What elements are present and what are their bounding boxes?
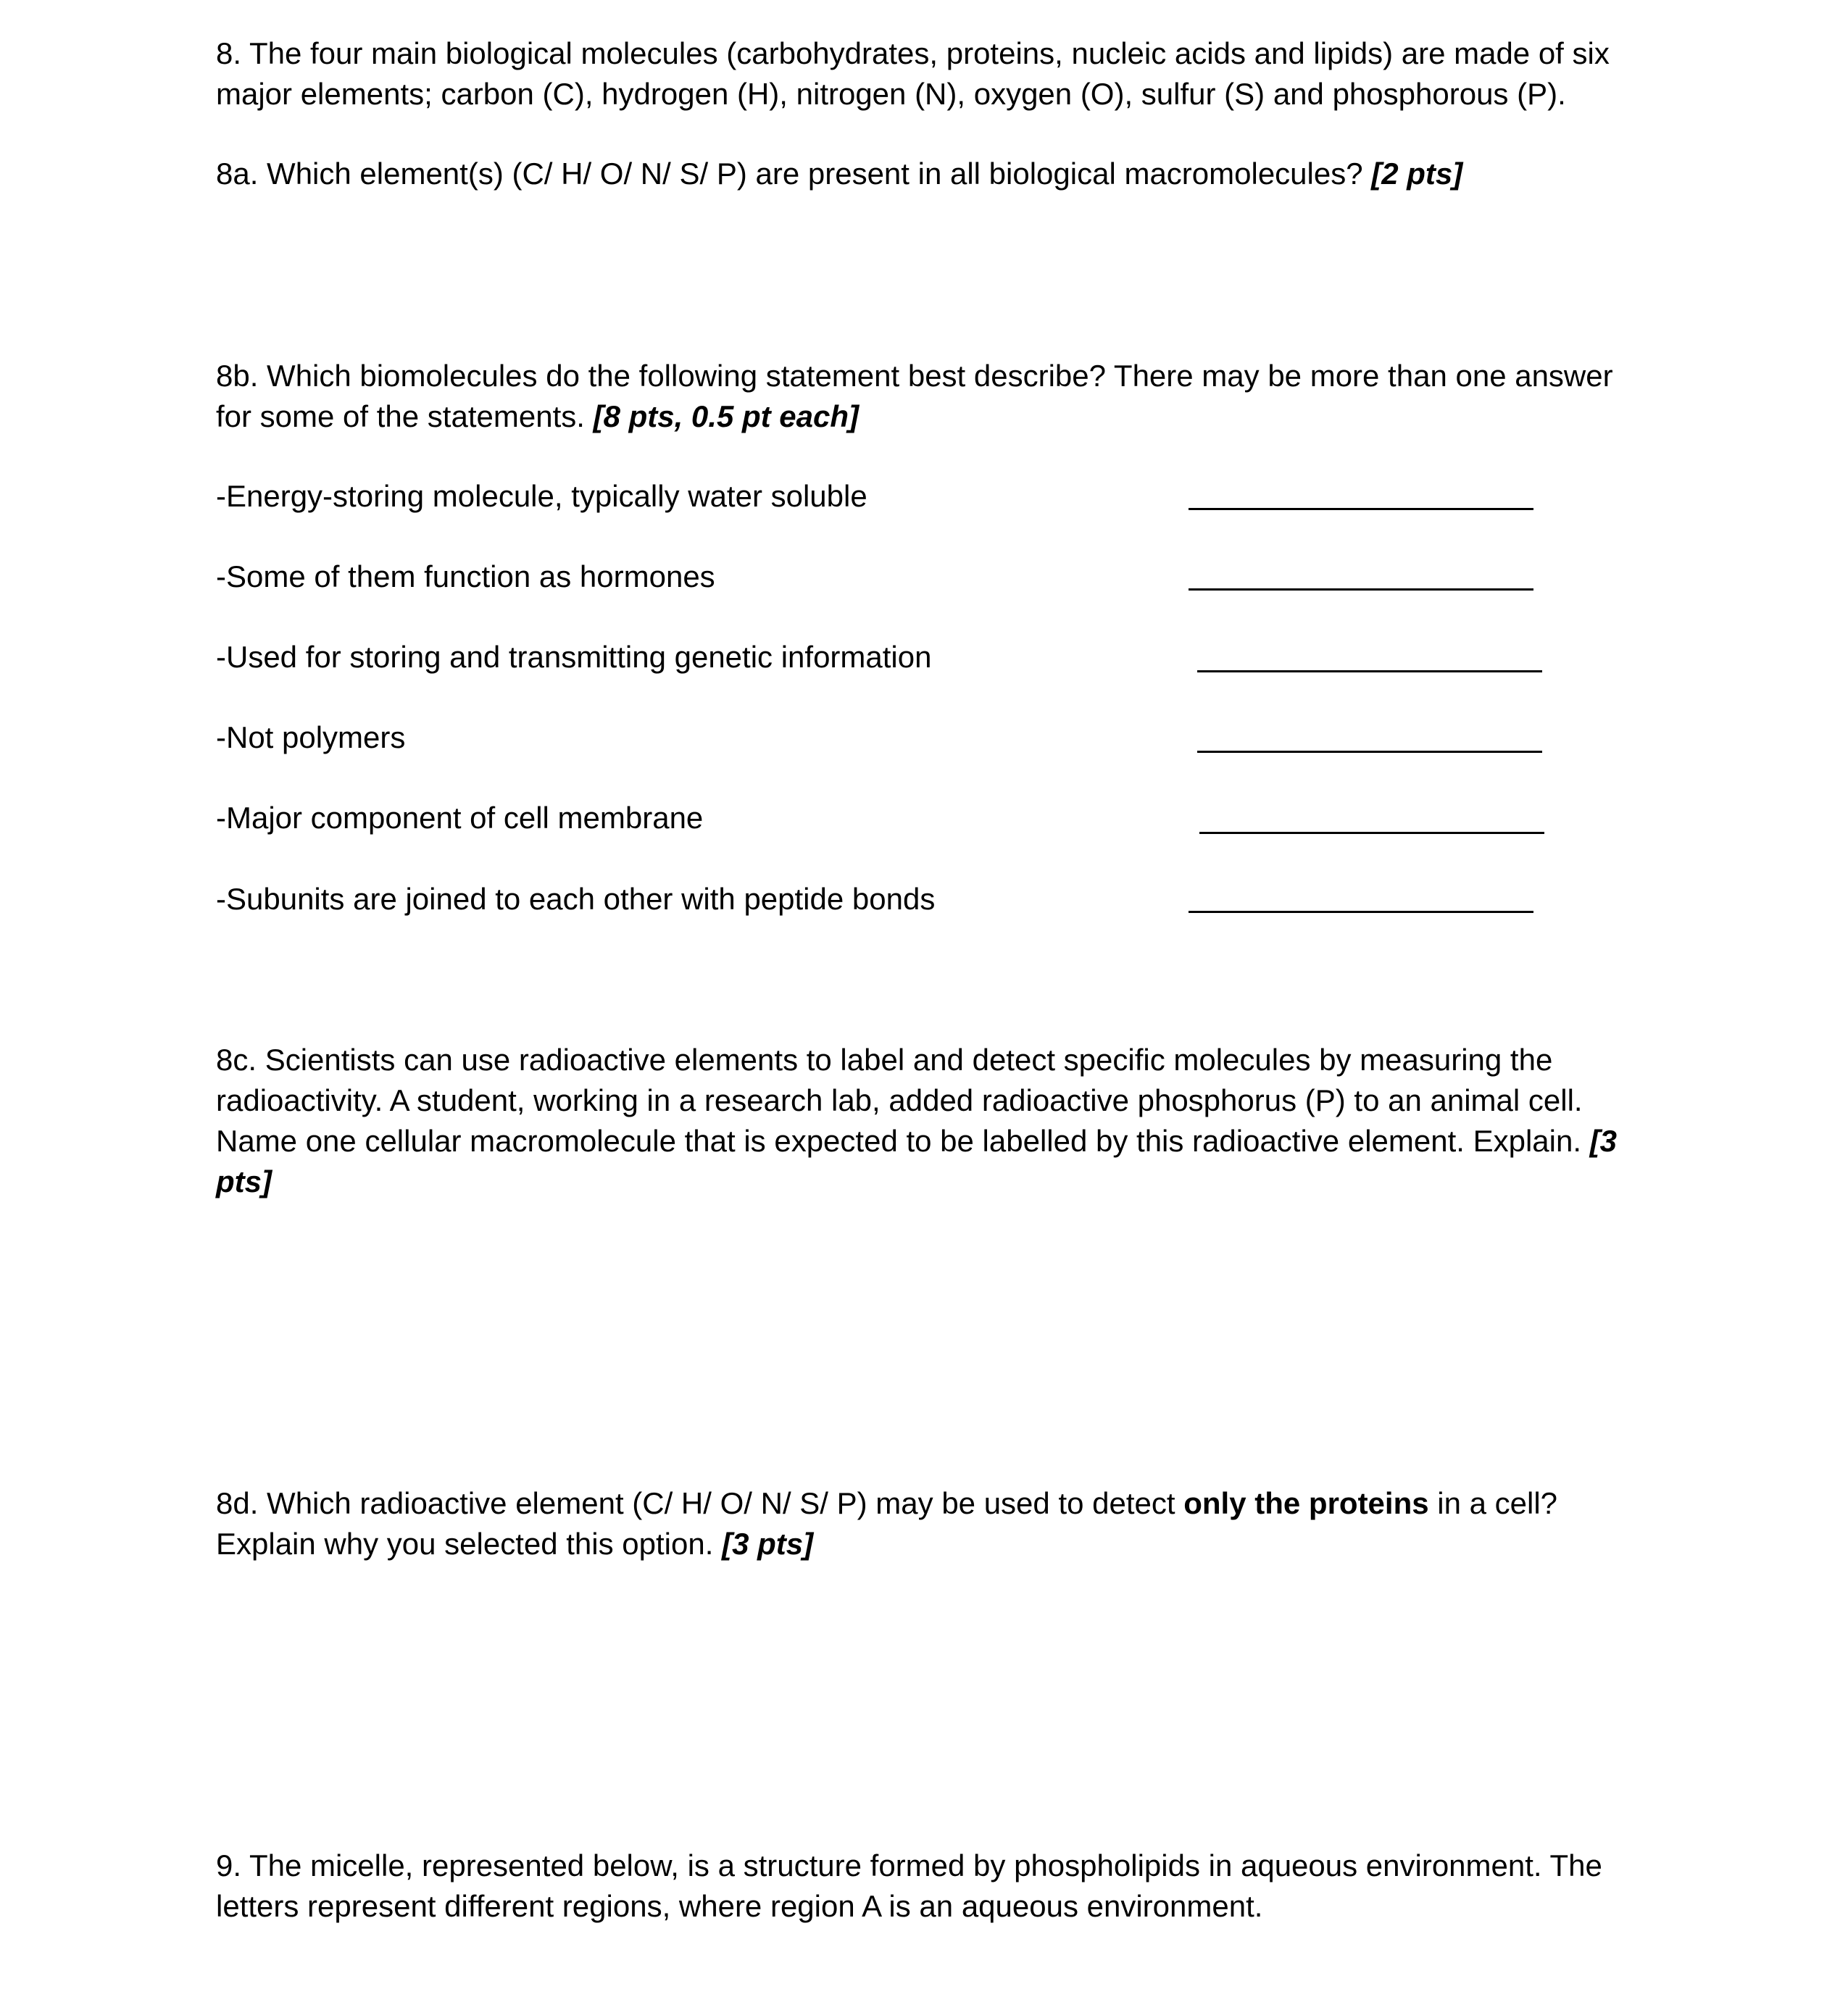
question-8a-text: 8a. Which element(s) (C/ H/ O/ N/ S/ P) are present in all biological macromolecules? xyxy=(216,157,1372,191)
question-8c-line1: 8c. Scientists can use radioactive elements to label and detect specific molecules by measuring the xyxy=(216,1043,1553,1077)
question-8d-line1-start: 8d. Which radioactive element (C/ H/ O/ N/ S/ P) may be used to detect xyxy=(216,1486,1184,1520)
question-8d-points: [3 pts] xyxy=(722,1527,814,1561)
question-8-intro-line2: major elements; carbon (C), hydrogen (H), nitrogen (N), oxygen (O), sulfur (S) and phosphorous (P). xyxy=(216,77,1566,111)
answer-blank-energy-storing[interactable] xyxy=(1189,508,1533,510)
question-8b-points: [8 pts, 0.5 pt each] xyxy=(593,399,860,433)
question-8b xyxy=(216,356,1636,437)
question-8c-points-part1: [3 xyxy=(1589,1124,1618,1158)
question-8d xyxy=(216,1483,1636,1564)
answer-blank-hormones[interactable] xyxy=(1189,588,1533,591)
answer-blank-cell-membrane[interactable] xyxy=(1199,832,1544,834)
answer-blank-peptide-bonds[interactable] xyxy=(1189,911,1533,913)
question-8a xyxy=(216,154,1636,194)
question-8c-line3: Name one cellular macromolecule that is expected to be labelled by this radioactive element. Explain. xyxy=(216,1124,1590,1158)
statement-peptide-bonds: -Subunits are joined to each other with peptide bonds xyxy=(216,882,936,916)
question-8c xyxy=(216,1040,1636,1202)
question-8a-points: [2 pts] xyxy=(1371,157,1463,191)
statement-energy-storing: -Energy-storing molecule, typically water soluble xyxy=(216,479,867,513)
statement-hormones: -Some of them function as hormones xyxy=(216,559,715,593)
question-8b-line2: for some of the statements. xyxy=(216,399,594,433)
question-9 xyxy=(216,1846,1636,1927)
answer-blank-genetic-information[interactable] xyxy=(1197,670,1542,672)
statement-genetic-information: -Used for storing and transmitting genetic information xyxy=(216,640,932,674)
question-9-line2: letters represent different regions, where region A is an aqueous environment. xyxy=(216,1889,1263,1923)
statement-not-polymers: -Not polymers xyxy=(216,720,406,754)
answer-blank-not-polymers[interactable] xyxy=(1197,751,1542,753)
question-8-intro xyxy=(216,33,1636,114)
statement-cell-membrane: -Major component of cell membrane xyxy=(216,801,704,835)
question-8c-points-part2: pts] xyxy=(216,1164,272,1198)
question-8-intro-line1: 8. The four main biological molecules (carbohydrates, proteins, nucleic acids and lipids) are made of six xyxy=(216,36,1610,70)
question-8d-line1-end: in a cell? xyxy=(1428,1486,1558,1520)
question-8d-emphasis: only the proteins xyxy=(1183,1486,1429,1520)
question-8c-line2: radioactivity. A student, working in a research lab, added radioactive phosphorus (P) to an animal cell. xyxy=(216,1083,1583,1117)
question-8d-line2: Explain why you selected this option. xyxy=(216,1527,723,1561)
question-9-line1: 9. The micelle, represented below, is a structure formed by phospholipids in aqueous environment. The xyxy=(216,1848,1602,1882)
question-8b-line1: 8b. Which biomolecules do the following statement best describe? There may be more than one answer xyxy=(216,359,1613,393)
